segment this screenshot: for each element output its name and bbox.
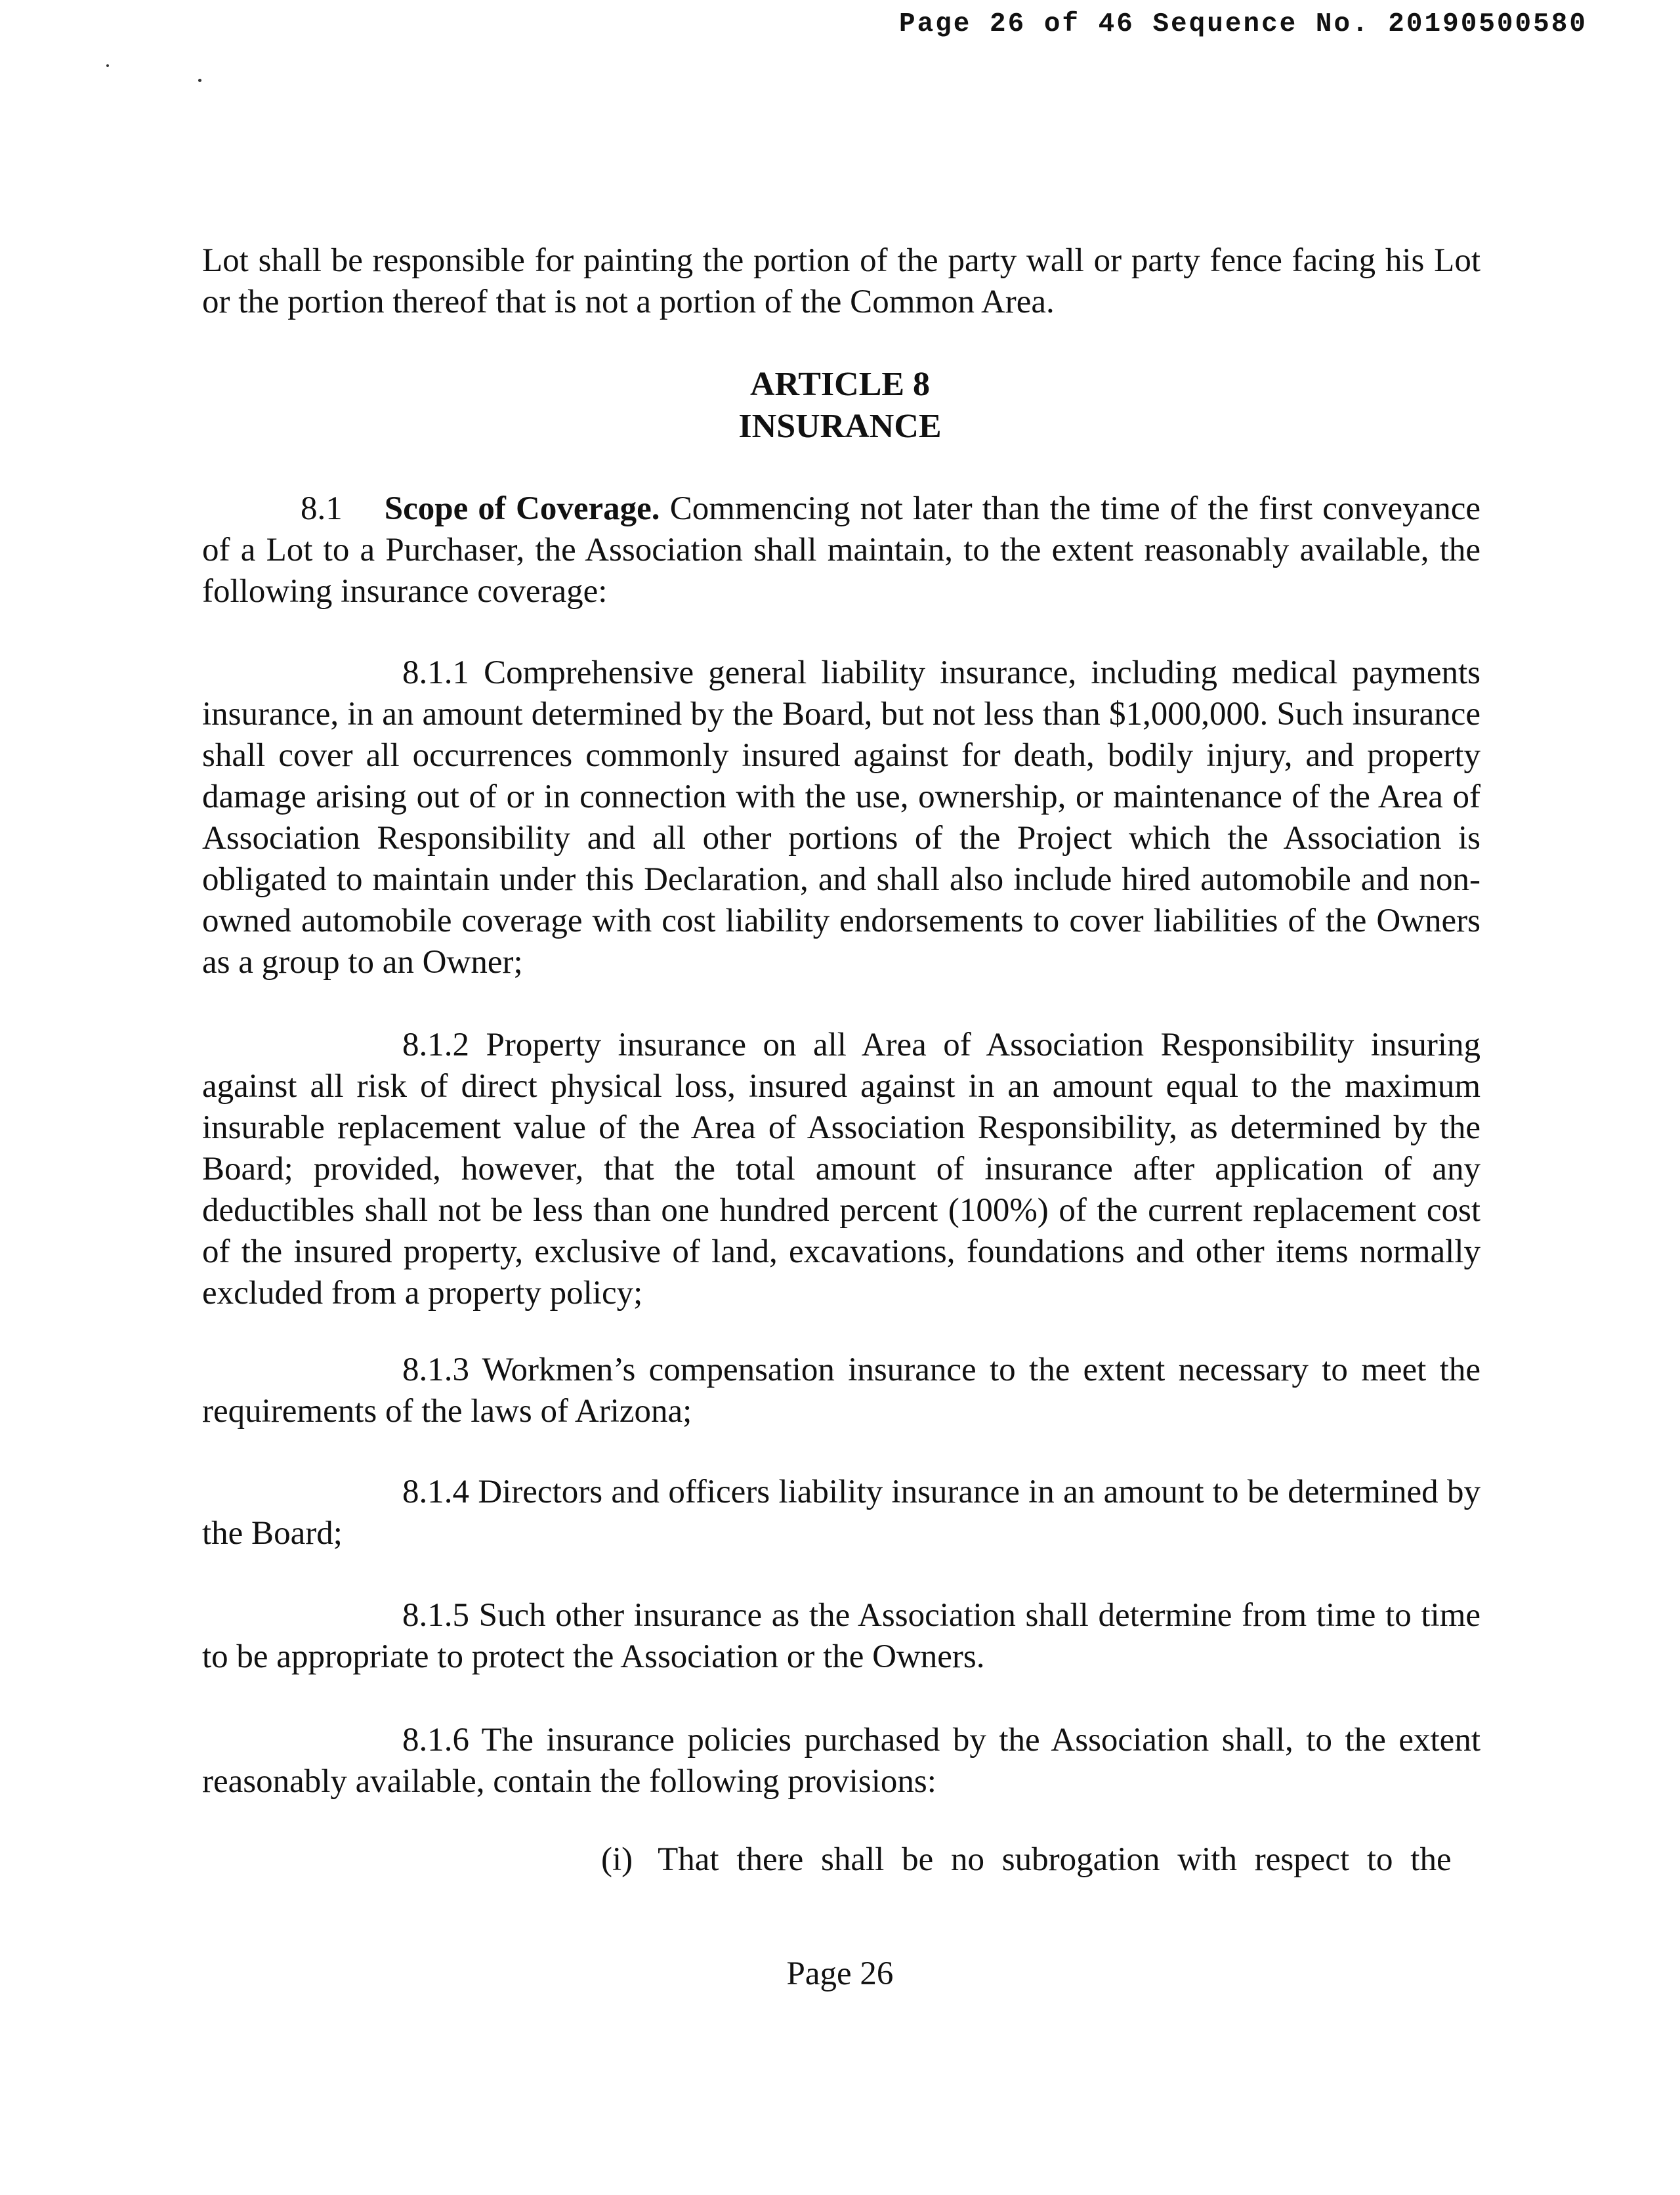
section-8-1-text: Commencing not later than the time of the first conveyance of a Lot to a Purchaser, the Association shall maintain, to the extent reasonably available, the following insurance coverage: [202,490,1480,610]
subsection-number: 8.1.1 [402,654,469,691]
section-8-1-heading: Scope of Coverage. [384,490,660,527]
intro-text: Lot shall be responsible for painting the portion of the party wall or party fence facing his Lot or the portion thereof that is not a portion of the Common Area. [202,242,1480,320]
subsection-8-1-2 [202,1025,1480,1314]
scan-speck [106,64,109,67]
subsection-number: 8.1.2 [402,1027,469,1063]
subsection-text: Directors and officers liability insurance in an amount to be determined by the Board; [202,1474,1480,1552]
subsection-8-1-4 [202,1472,1480,1554]
page-footer: Page 26 [786,1955,894,1992]
header-stamp: Page 26 of 46 Sequence No. 20190500580 [899,9,1587,39]
subsection-number: 8.1.4 [402,1474,469,1510]
subsection-text: Workmen’s compensation insurance to the extent necessary to meet the requirements of the laws of Arizona; [202,1352,1480,1430]
intro-paragraph [202,240,1480,323]
section-8-1-number: 8.1 [301,490,343,527]
subsection-text: Such other insurance as the Association shall determine from time to time to be appropriate to protect the Association or the Owners. [202,1597,1481,1675]
subsection-number: 8.1.3 [402,1352,469,1388]
subsection-number: 8.1.6 [402,1722,469,1758]
article-number: ARTICLE 8 [749,366,931,403]
item-i [601,1839,1480,1881]
subsection-number: 8.1.5 [402,1597,469,1634]
article-title: INSURANCE [738,408,942,445]
subsection-8-1-1 [202,652,1480,983]
item-i-label: (i) [601,1841,633,1878]
scan-speck [198,79,201,82]
subsection-text: The insurance policies purchased by the Association shall, to the extent reasonably available, contain the following provisions: [202,1722,1480,1800]
item-i-text: That there shall be no subrogation with respect to the [658,1841,1452,1878]
subsection-text: Comprehensive general liability insurance, including medical payments insurance, in an amount determined by the Board, but not less than $1,000,000. Such insurance shall cover all occurrences commonly insured against for death, bodily injury, and property damage arising out of or in connection with the use, ownership, or maintenance of the Area of Association Responsibility and all other portions of the Project which the Association is obligated to maintain under this Declaration, and shall also include hired automobile and non-owned automobile coverage with cost liability endorsements to cover liabilities of the Owners as a group to an Owner; [202,654,1480,981]
subsection-8-1-3 [202,1350,1480,1432]
subsection-8-1-5 [202,1595,1480,1678]
subsection-8-1-6 [202,1720,1480,1802]
subsection-text: Property insurance on all Area of Association Responsibility insuring against all risk of direct physical loss, insured against in an amount equal to the maximum insurable replacement value of the Area of Association Responsibility, as determined by the Board; provided, however, that the total amount of insurance after application of any deductibles shall not be less than one hundred percent (100%) of the current replacement cost of the insured property, exclusive of land, excavations, foundations and other items normally excluded from a property policy; [202,1027,1480,1311]
section-8-1 [202,488,1480,612]
